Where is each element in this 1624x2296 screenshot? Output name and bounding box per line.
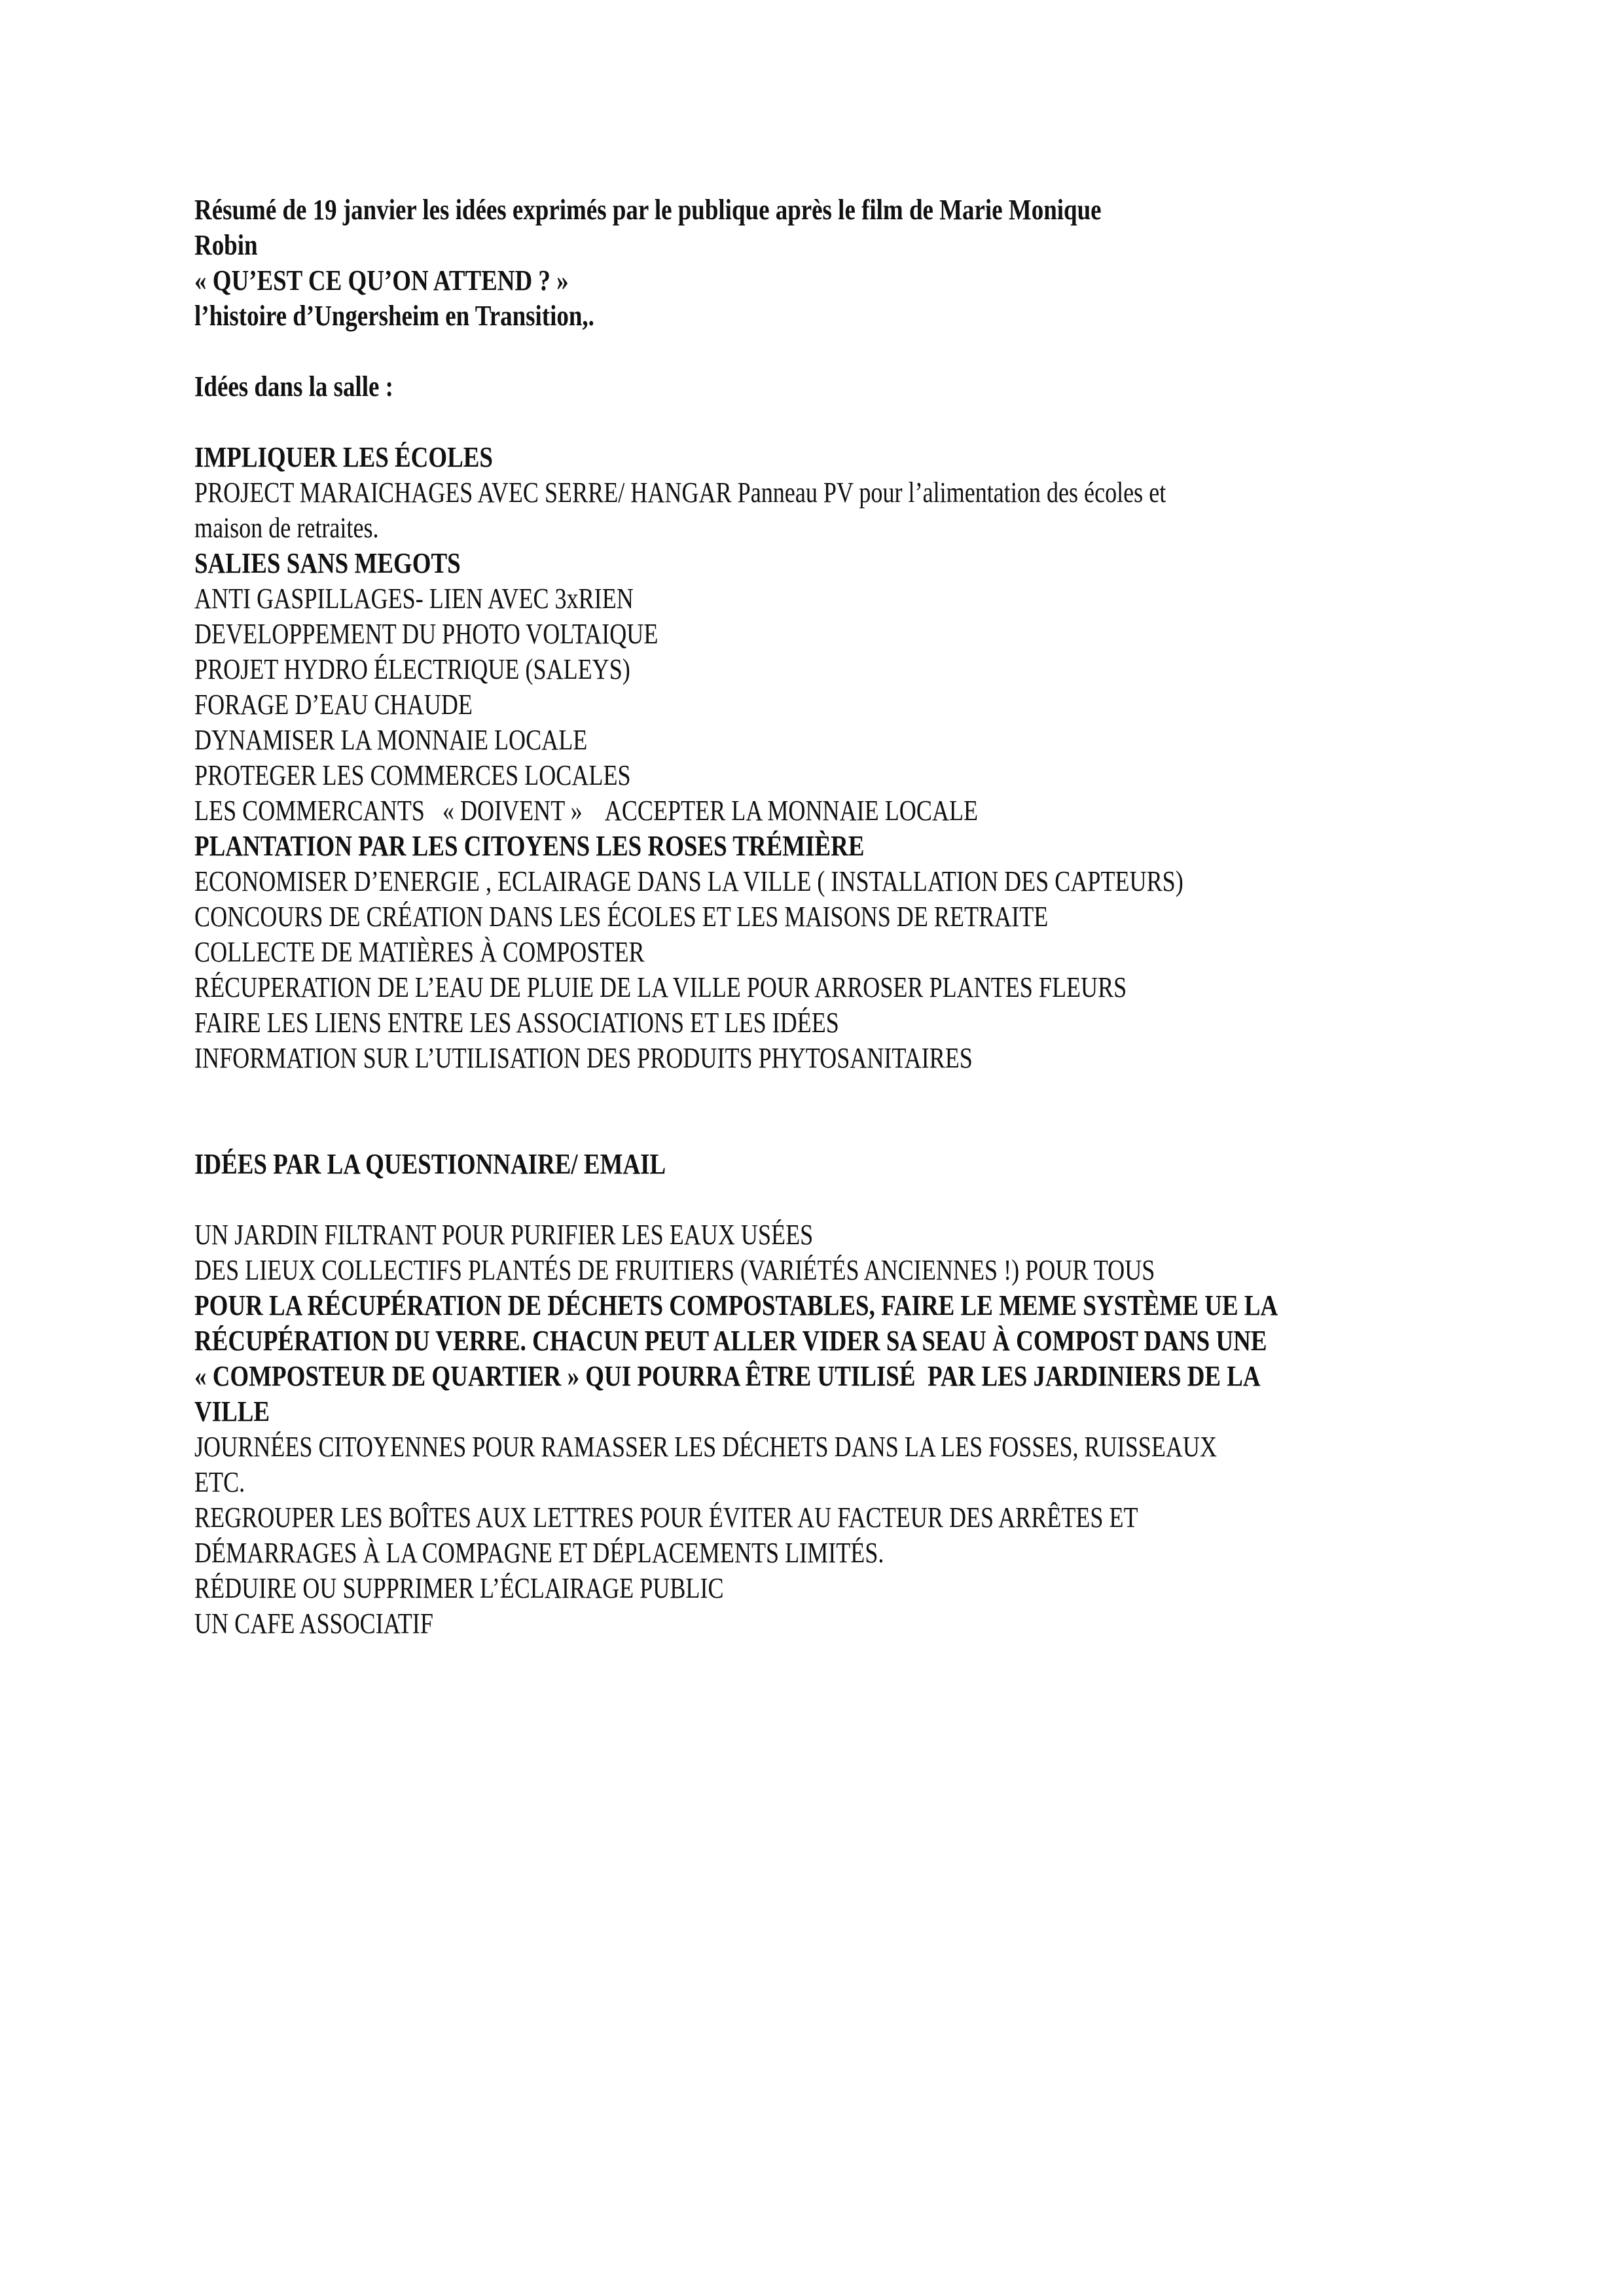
idea-item: UN JARDIN FILTRANT POUR PURIFIER LES EAUX USÉES	[194, 1219, 814, 1251]
idea-item: DÉMARRAGES À LA COMPAGNE ET DÉPLACEMENTS LIMITÉS.	[194, 1537, 884, 1569]
ideas-list-questionnaire	[194, 1217, 1438, 1641]
idea-item: FORAGE D’EAU CHAUDE	[194, 689, 473, 721]
idea-item: ECONOMISER D’ENERGIE , ECLAIRAGE DANS LA VILLE ( INSTALLATION DES CAPTEURS)	[194, 865, 1183, 897]
idea-item: DES LIEUX COLLECTIFS PLANTÉS DE FRUITIERS (VARIÉTÉS ANCIENNES !) POUR TOUS	[194, 1254, 1155, 1286]
idea-item: VILLE	[194, 1395, 270, 1427]
idea-item: maison de retraites.	[194, 512, 379, 544]
document-page	[194, 192, 1438, 1641]
idea-item: DYNAMISER LA MONNAIE LOCALE	[194, 724, 588, 756]
idea-item: PLANTATION PAR LES CITOYENS LES ROSES TRÉMIÈRE	[194, 830, 865, 862]
idea-item: ETC.	[194, 1466, 245, 1498]
idea-item: REGROUPER LES BOÎTES AUX LETTRES POUR ÉVITER AU FACTEUR DES ARRÊTES ET	[194, 1501, 1138, 1534]
idea-item: COLLECTE DE MATIÈRES À COMPOSTER	[194, 936, 645, 968]
idea-item: RÉDUIRE OU SUPPRIMER L’ÉCLAIRAGE PUBLIC	[194, 1572, 724, 1604]
idea-item: INFORMATION SUR L’UTILISATION DES PRODUITS PHYTOSANITAIRES	[194, 1042, 973, 1074]
document-subtitle: l’histoire d’Ungersheim en Transition,.	[194, 300, 594, 332]
section-heading-questionnaire: IDÉES PAR LA QUESTIONNAIRE/ EMAIL	[194, 1148, 666, 1180]
ideas-list-salle	[194, 440, 1438, 1076]
idea-item: FAIRE LES LIENS ENTRE LES ASSOCIATIONS ET LES IDÉES	[194, 1007, 839, 1039]
document-title: Résumé de 19 janvier les idées exprimés par le publique après le film de Marie Monique	[194, 194, 1102, 226]
idea-item: RÉCUPERATION DE L’EAU DE PLUIE DE LA VILLE POUR ARROSER PLANTES FLEURS	[194, 971, 1127, 1003]
idea-item: POUR LA RÉCUPÉRATION DE DÉCHETS COMPOSTABLES, FAIRE LE MEME SYSTÈME UE LA	[194, 1289, 1278, 1321]
section-heading-salle: Idées dans la salle :	[194, 370, 393, 403]
idea-item: ANTI GASPILLAGES- LIEN AVEC 3xRIEN	[194, 583, 634, 615]
idea-item: CONCOURS DE CRÉATION DANS LES ÉCOLES ET LES MAISONS DE RETRAITE	[194, 901, 1049, 933]
idea-item: PROTEGER LES COMMERCES LOCALES	[194, 759, 631, 791]
idea-item: JOURNÉES CITOYENNES POUR RAMASSER LES DÉCHETS DANS LA LES FOSSES, RUISSEAUX	[194, 1431, 1218, 1463]
idea-item: SALIES SANS MEGOTS	[194, 547, 461, 579]
document-title-continued: Robin	[194, 229, 258, 261]
idea-item: PROJET HYDRO ÉLECTRIQUE (SALEYS)	[194, 653, 630, 685]
idea-item: RÉCUPÉRATION DU VERRE. CHACUN PEUT ALLER VIDER SA SEAU À COMPOST DANS UNE	[194, 1325, 1267, 1357]
idea-item: PROJECT MARAICHAGES AVEC SERRE/ HANGAR Panneau PV pour l’alimentation des écoles et	[194, 476, 1166, 509]
idea-item: « COMPOSTEUR DE QUARTIER » QUI POURRA ÊTRE UTILISÉ PAR LES JARDINIERS DE LA	[194, 1360, 1261, 1392]
idea-item: UN CAFE ASSOCIATIF	[194, 1607, 433, 1640]
idea-item: DEVELOPPEMENT DU PHOTO VOLTAIQUE	[194, 618, 659, 650]
idea-item: IMPLIQUER LES ÉCOLES	[194, 441, 493, 473]
idea-item: LES COMMERCANTS « DOIVENT » ACCEPTER LA MONNAIE LOCALE	[194, 795, 979, 827]
film-title: « QU’EST CE QU’ON ATTEND ? »	[194, 264, 569, 296]
